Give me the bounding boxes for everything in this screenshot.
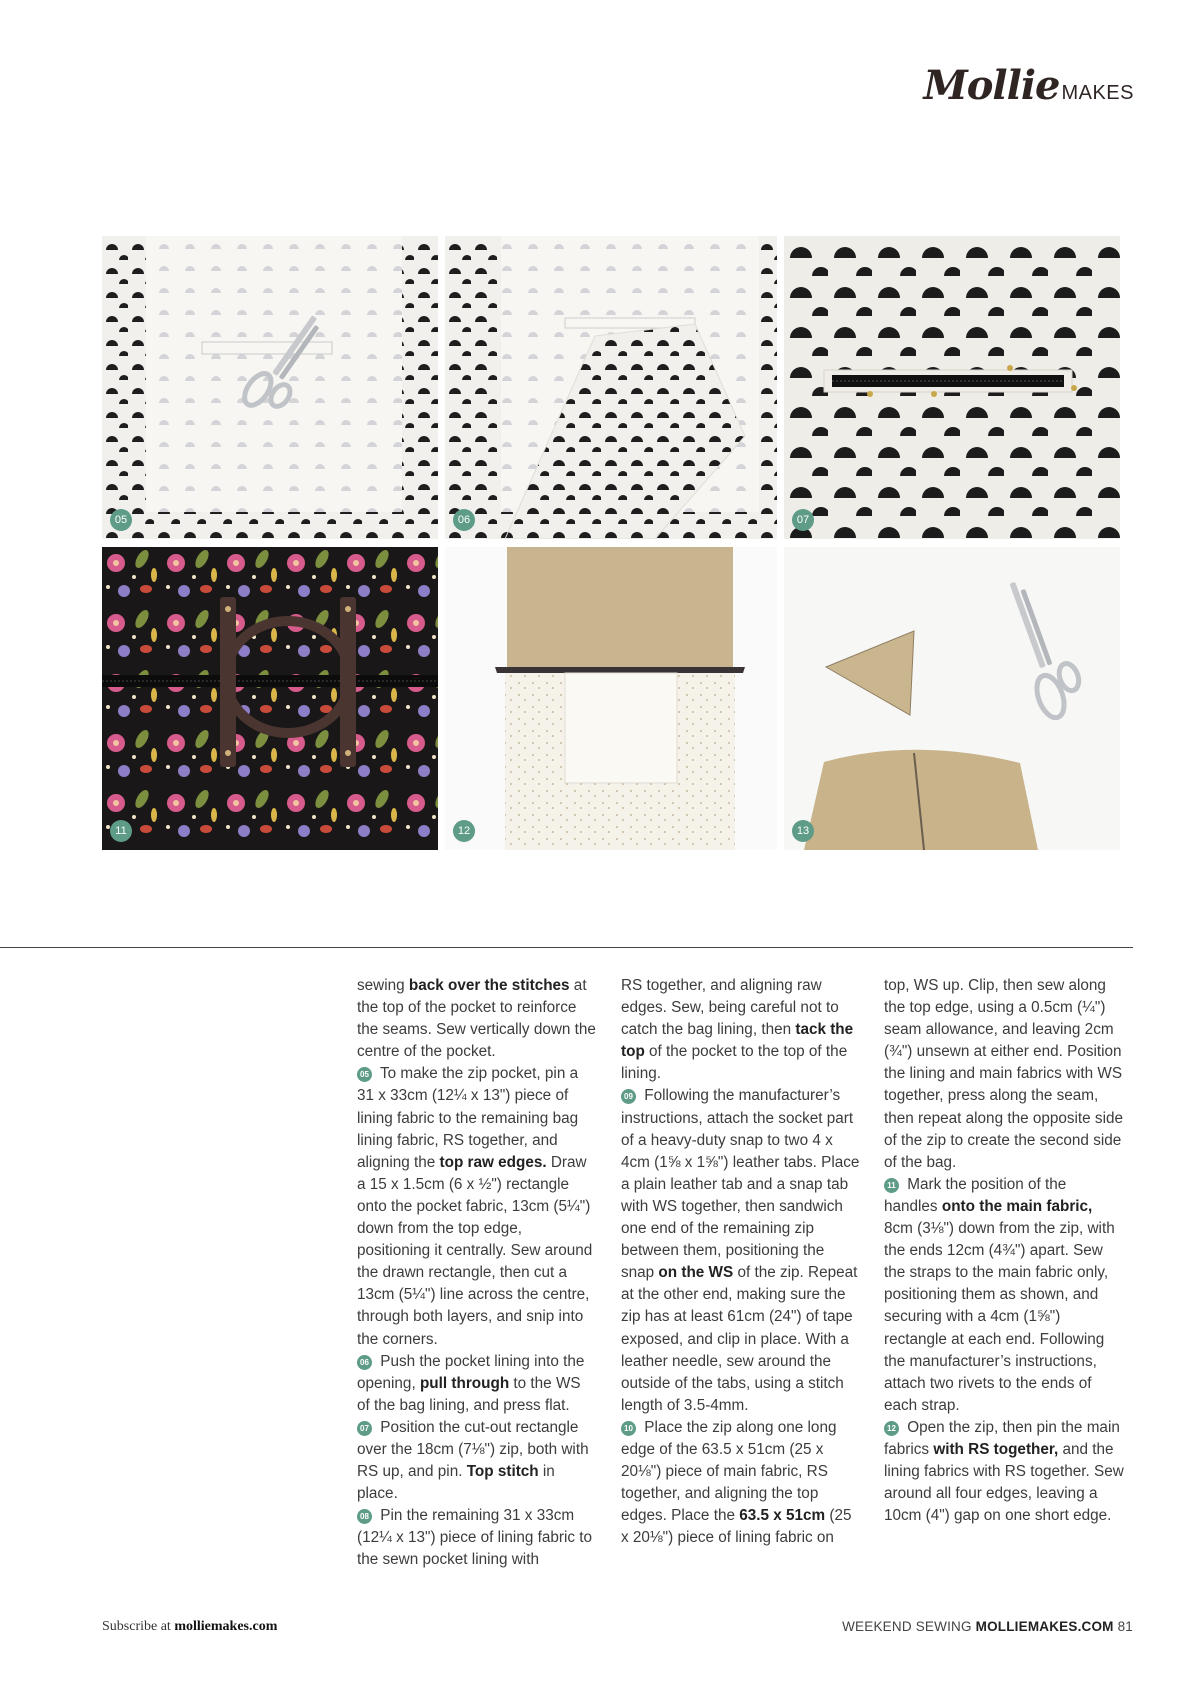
instructions-column-1	[357, 975, 597, 1572]
instruction-text: RS together, and aligning raw edges. Sew, being careful not to catch the bag lining, then	[621, 977, 839, 1039]
instruction-paragraph	[357, 1063, 597, 1350]
page-footer	[842, 1619, 1133, 1634]
instruction-text: Position the cut-out rectangle over the 18cm (7⅛") zip, both with RS up, and pin.	[357, 1418, 589, 1481]
step-number-badge: 12	[884, 1421, 899, 1436]
instruction-text: Draw a 15 x 1.5cm (6 x ½") rectangle onto the pocket fabric, 13cm (5¼") down from the top edge, positioning it centrally. Sew around the drawn rectangle, then cut a 13cm (5¼") line across the centre, through both layers, and snip into the corners.	[357, 1153, 593, 1348]
subscribe-prefix: Subscribe at	[102, 1619, 175, 1634]
instruction-text: Push the pocket lining into the opening,	[357, 1352, 585, 1392]
instruction-text: Pin the remaining 31 x 33cm (12¼ x 13") piece of lining fabric to the sewn pocket lining with	[357, 1507, 593, 1569]
step-badge: 11	[110, 820, 132, 842]
emphasis-text: top raw edges.	[439, 1153, 547, 1171]
emphasis-text: 63.5 x 51cm	[739, 1507, 826, 1525]
instruction-text: To make the zip pocket, pin a 31 x 33cm (12¼ x 13") piece of lining fabric to the remaining bag lining fabric, RS together, and aligning the	[357, 1065, 579, 1171]
step-photo-05	[102, 236, 438, 539]
page-number: 81	[1113, 1619, 1133, 1634]
instruction-paragraph	[621, 975, 861, 1085]
instruction-paragraph	[357, 975, 597, 1063]
instruction-text: Mark the position of the handles	[884, 1175, 1067, 1215]
step-badge: 13	[792, 820, 814, 842]
section-divider	[0, 947, 1133, 948]
instruction-text: of the pocket to the top of the lining.	[621, 1043, 848, 1083]
instruction-text: sewing	[357, 977, 409, 994]
instruction-text: to the WS of the bag lining, and press flat.	[357, 1374, 581, 1414]
instruction-paragraph	[357, 1505, 597, 1571]
step-number-badge: 05	[357, 1067, 372, 1082]
step-badge: 05	[110, 509, 132, 531]
instruction-paragraph	[621, 1417, 861, 1550]
step-photo-06	[445, 236, 777, 539]
step-number-badge: 10	[621, 1421, 636, 1436]
instruction-text: Open the zip, then pin the main fabrics	[884, 1418, 1120, 1458]
step-photo-12	[445, 547, 777, 850]
emphasis-text: pull through	[419, 1374, 510, 1392]
section-name: WEEKEND SEWING	[842, 1619, 976, 1634]
instruction-text: Following the manufacturer’s instructions, attach the socket part of a heavy-duty snap to two 4 x 4cm (1⅝ x 1⅝") leather tabs. Place a plain leather tab and a snap tab with WS together, then sandwich one end of the remaining zip between them, positioning the snap	[621, 1087, 860, 1282]
instruction-paragraph	[357, 1351, 597, 1417]
logo-makes: MAKES	[1061, 82, 1134, 104]
emphasis-text: Top stitch	[466, 1463, 539, 1481]
instruction-text: (25 x 20⅛") piece of lining fabric on	[621, 1507, 852, 1547]
step-photo-11	[102, 547, 438, 850]
instruction-text: Place the zip along one long edge of the 63.5 x 51cm (25 x 20⅛") piece of main fabric, RS together, and aligning the top edges. Place the	[621, 1418, 837, 1525]
step-number-badge: 08	[357, 1509, 372, 1524]
instruction-paragraph	[884, 1417, 1124, 1527]
instructions-column-2	[621, 975, 861, 1549]
instruction-paragraph	[357, 1417, 597, 1505]
step-badge: 06	[453, 509, 475, 531]
instruction-text: and the lining fabrics with RS together. Sew around all four edges, leaving a 10cm (4") gap on one short edge.	[884, 1440, 1124, 1525]
step-photo-07	[784, 236, 1120, 539]
instruction-text: 8cm (3⅛") down from the zip, with the ends 12cm (4¾") apart. Sew the straps to the main fabric only, positioning them as shown, and securing with a 4cm (1⅝") rectangle at each end. Following the manufacturer’s instructions, attach two rivets to the ends of each strap.	[884, 1220, 1115, 1414]
site-name: MOLLIEMAKES.COM	[975, 1619, 1114, 1634]
step-badge: 07	[792, 509, 814, 531]
step-number-badge: 07	[357, 1421, 372, 1436]
step-number-badge: 06	[357, 1355, 372, 1370]
instruction-paragraph	[884, 975, 1124, 1174]
emphasis-text: onto the main fabric,	[941, 1197, 1093, 1215]
mollie-makes-logo	[923, 62, 1134, 109]
instructions-column-3	[884, 975, 1124, 1527]
emphasis-text: on the WS	[658, 1264, 734, 1282]
step-number-badge: 11	[884, 1178, 899, 1193]
step-badge: 12	[453, 820, 475, 842]
instruction-text: in place.	[357, 1463, 555, 1503]
step-photo-13	[784, 547, 1120, 850]
subscribe-link[interactable]: molliemakes.com	[174, 1619, 278, 1634]
emphasis-text: with RS together,	[933, 1440, 1059, 1458]
emphasis-text: tack the top	[621, 1021, 854, 1061]
instruction-paragraph	[884, 1174, 1124, 1417]
subscribe-footer	[102, 1619, 277, 1635]
instruction-text: top, WS up. Clip, then sew along the top edge, using a 0.5cm (¼") seam allowance, and leaving 2cm (¾") unsewn at either end. Position the lining and main fabrics with WS together, press along the seam, then repeat along the opposite side of the zip to create the second side of the bag.	[884, 977, 1123, 1171]
step-number-badge: 09	[621, 1089, 636, 1104]
instruction-text: at the top of the pocket to reinforce the seams. Sew vertically down the centre of the pocket.	[357, 977, 596, 1061]
emphasis-text: back over the stitches	[408, 977, 570, 994]
instruction-text: of the zip. Repeat at the other end, making sure the zip has at least 61cm (24") of tape exposed, and clip in place. With a leather needle, sew around the outside of the tabs, using a stitch length of 3.5-4mm.	[621, 1264, 858, 1414]
instruction-paragraph	[621, 1085, 861, 1416]
logo-script: Mollie	[923, 62, 1060, 109]
